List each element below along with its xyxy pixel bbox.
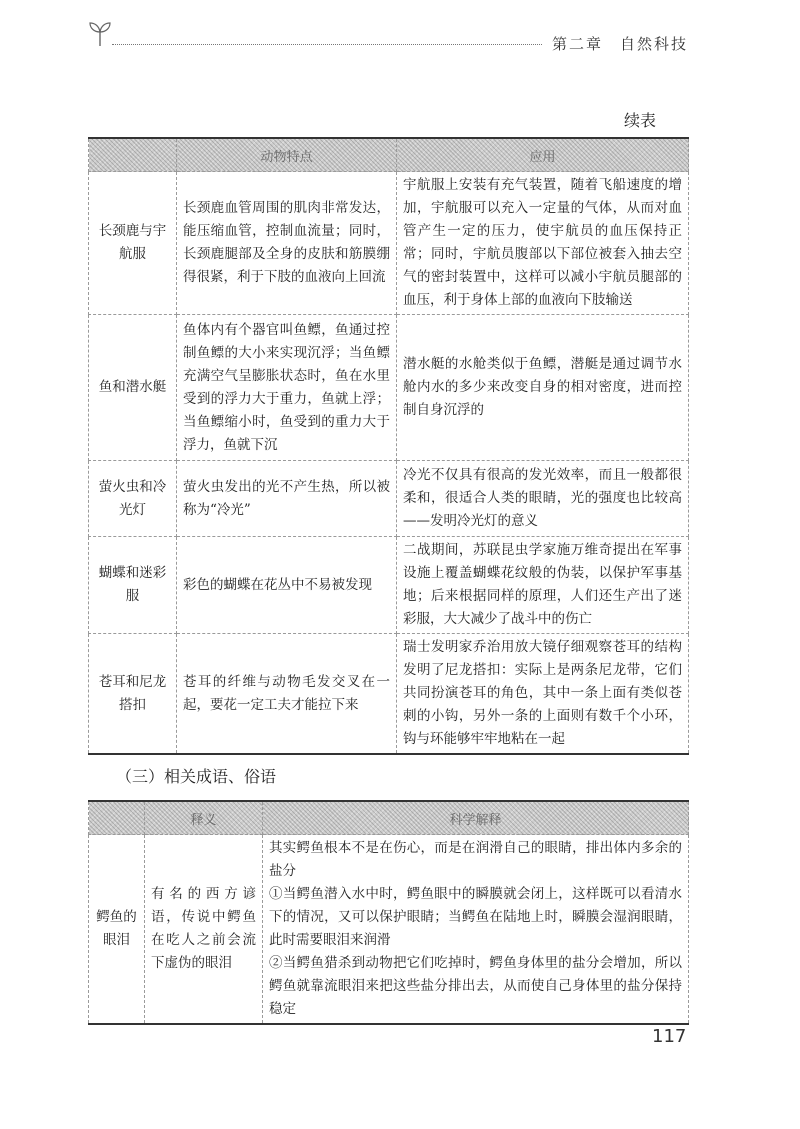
header-cell-name	[89, 138, 177, 172]
row-name: 鱼和潜水艇	[89, 315, 177, 461]
header-cell-science: 科学解释	[263, 801, 689, 835]
row-feature: 苍耳的纤维与动物毛发交叉在一起，要花一定工夫才能拉下来	[177, 634, 397, 755]
table-header-row	[89, 138, 689, 172]
header-cell-feature: 动物特点	[177, 138, 397, 172]
table-row	[89, 537, 689, 634]
page-header	[0, 0, 800, 60]
table-row	[89, 634, 689, 755]
row-application: 冷光不仅具有很高的发光效率，而且一般都很柔和，很适合人类的眼睛，光的强度也比较高——发明冷光灯的意义	[397, 461, 689, 537]
continued-label: 续表	[624, 111, 657, 130]
table-row	[89, 835, 689, 1025]
page-number: 117	[652, 1026, 687, 1047]
row-name: 苍耳和尼龙搭扣	[89, 634, 177, 755]
row-meaning: 有名的西方谚语，传说中鳄鱼在吃人之前会流下虚伪的眼泪	[145, 835, 263, 1025]
row-name: 蝴蝶和迷彩服	[89, 537, 177, 634]
row-application: 潜水艇的水舱类似于鱼鳔，潜艇是通过调节水舱内水的多少来改变自身的相对密度，进而控制自身沉浮的	[397, 315, 689, 461]
row-name: 长颈鹿与宇航服	[89, 172, 177, 315]
row-application: 二战期间，苏联昆虫学家施万维奇提出在军事设施上覆盖蝴蝶花纹般的伪装，以保护军事基地；后来根据同样的原理，人们还生产出了迷彩服，大大减少了战斗中的伤亡	[397, 537, 689, 634]
row-feature: 彩色的蝴蝶在花丛中不易被发现	[177, 537, 397, 634]
science-point-2: ②当鳄鱼猎杀到动物把它们吃掉时，鳄鱼身体里的盐分会增加，所以鳄鱼就靠流眼泪来把这些盐分排出去，从而使自己身体里的盐分保持稳定	[269, 955, 682, 1017]
row-science	[263, 835, 689, 1025]
idioms-table	[88, 800, 689, 1025]
science-intro: 其实鳄鱼根本不是在伤心，而是在润滑自己的眼睛，排出体内多余的盐分	[269, 840, 682, 879]
table-row	[89, 315, 689, 461]
header-cell-meaning: 释义	[145, 801, 263, 835]
row-feature: 鱼体内有个器官叫鱼鳔，鱼通过控制鱼鳔的大小来实现沉浮；当鱼鳔充满空气呈膨胀状态时，鱼在水里受到的浮力大于重力，鱼就上浮；当鱼鳔缩小时，鱼受到的重力大于浮力，鱼就下沉	[177, 315, 397, 461]
header-cell-name	[89, 801, 145, 835]
row-feature: 长颈鹿血管周围的肌肉非常发达，能压缩血管，控制血流量；同时，长颈鹿腿部及全身的皮肤和筋膜绷得很紧，利于下肢的血液向上回流	[177, 172, 397, 315]
table-header-row	[89, 801, 689, 835]
bionics-table	[88, 137, 689, 755]
chapter-title: 第二章 自然科技	[552, 35, 689, 53]
row-feature: 萤火虫发出的光不产生热，所以被称为“冷光”	[177, 461, 397, 537]
table-row	[89, 461, 689, 537]
row-application: 瑞士发明家乔治用放大镜仔细观察苍耳的结构发明了尼龙搭扣：实际上是两条尼龙带，它们共同扮演苍耳的角色，其中一条上面有类似苍刺的小钩，另外一条的上面则有数千个小环，钩与环能够牢牢地粘在一起	[397, 634, 689, 755]
row-name: 萤火虫和冷光灯	[89, 461, 177, 537]
table-row	[89, 172, 689, 315]
header-rule	[112, 44, 542, 45]
section-title: （三）相关成语、俗语	[116, 767, 277, 786]
row-application: 宇航服上安装有充气装置，随着飞船速度的增加，宇航服可以充入一定量的气体，从而对血管产生一定的压力，使宇航员的血压保持正常；同时，宇航员腹部以下部位被套入抽去空气的密封装置中，这样可以减小宇航员腿部的血压，利于身体上部的血液向下肢输送	[397, 172, 689, 315]
leaf-sprout-icon	[88, 20, 112, 48]
header-cell-application: 应用	[397, 138, 689, 172]
science-point-1: ①当鳄鱼潜入水中时，鳄鱼眼中的瞬膜就会闭上，这样既可以看清水下的情况，又可以保护眼睛；当鳄鱼在陆地上时，瞬膜会湿润眼睛，此时需要眼泪来润滑	[269, 886, 682, 948]
row-name: 鳄鱼的眼泪	[89, 835, 145, 1025]
